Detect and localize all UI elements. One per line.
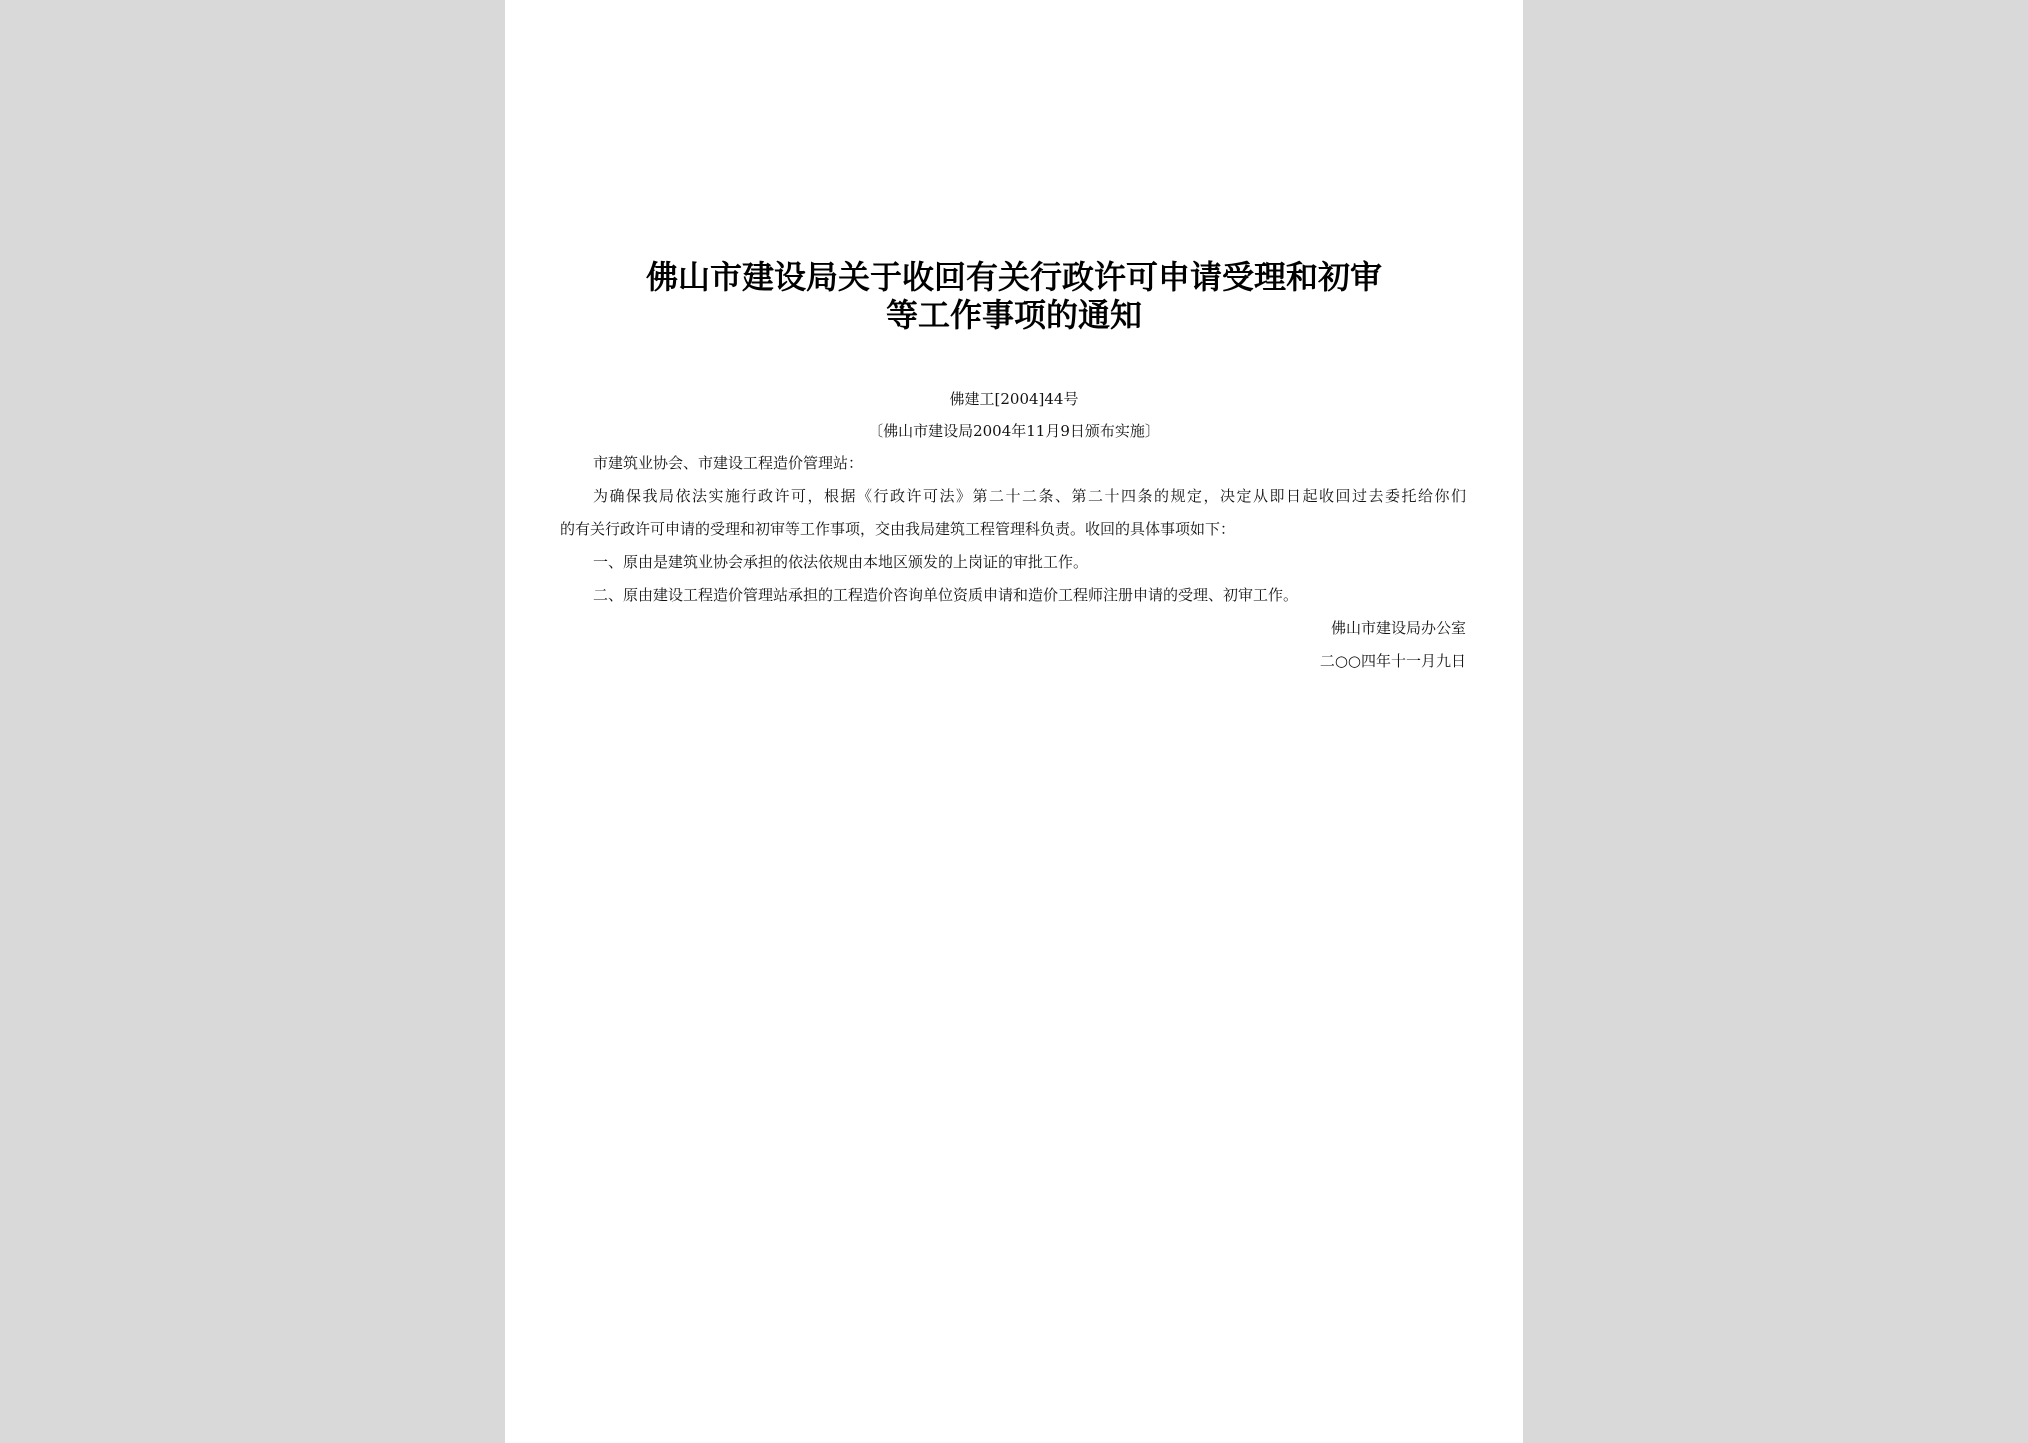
signature: 佛山市建设局办公室 xyxy=(1330,619,1466,637)
document-date: 二○○四年十一月九日 xyxy=(1319,652,1466,670)
document-page xyxy=(505,0,1523,1443)
addressee: 市建筑业协会、市建设工程造价管理站： xyxy=(593,454,864,472)
title-line-1: 佛山市建设局关于收回有关行政许可申请受理和初审 xyxy=(645,258,1382,296)
paragraph-1-line-2: 的有关行政许可申请的受理和初审等工作事项，交由我局建筑工程管理科负责。收回的具体事项如下： xyxy=(560,520,1236,538)
issue-statement: 〔佛山市建设局2004年11月9日颁布实施〕 xyxy=(868,422,1160,440)
paragraph-1-line-1: 为确保我局依法实施行政许可，根据《行政许可法》第二十二条、第二十四条的规定，决定从即日起收回过去委托给你们 xyxy=(593,487,1466,505)
title-line-2: 等工作事项的通知 xyxy=(885,296,1142,334)
list-item-1: 一、原由是建筑业协会承担的依法依规由本地区颁发的上岗证的审批工作。 xyxy=(593,553,1089,571)
list-item-2: 二、原由建设工程造价管理站承担的工程造价咨询单位资质申请和造价工程师注册申请的受理、初审工作。 xyxy=(593,586,1299,604)
document-title xyxy=(565,258,1463,334)
document-number: 佛建工[2004]44号 xyxy=(949,390,1079,408)
